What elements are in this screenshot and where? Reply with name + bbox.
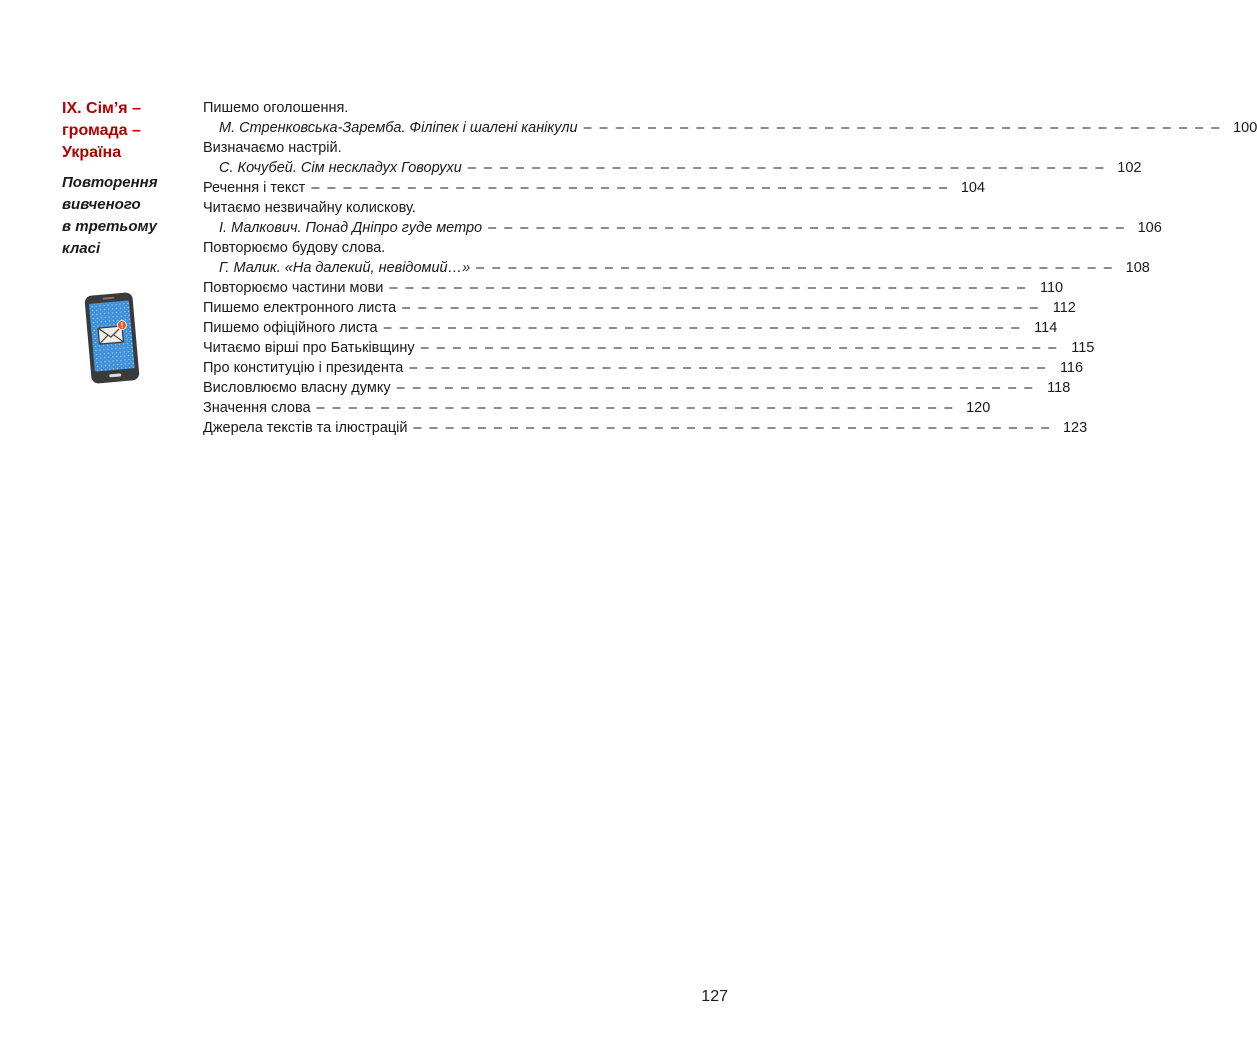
toc-entry <box>203 158 1142 178</box>
toc-page-number: 116 <box>1059 360 1084 376</box>
toc-page-number: 120 <box>966 400 991 416</box>
toc-entry <box>203 318 1058 338</box>
toc-entry <box>203 278 1064 298</box>
toc-dot-leader: – – – – – – – – – – – – – – – – – – – – – – – – – – – – – – – – – – – – – – – – <box>420 340 1059 356</box>
toc-entry-title: Повторюємо частини мови <box>203 280 384 296</box>
toc-page-number: 106 <box>1137 220 1162 236</box>
toc-dot-leader: – – – – – – – – – – – – – – – – – – – – – – – – – – – – – – – – – – – – – – – – <box>488 220 1126 236</box>
toc-heading: Пишемо оголошення. <box>203 100 349 116</box>
section-subtitle-line: класі <box>62 240 101 257</box>
toc-entry <box>203 258 1150 278</box>
section-title <box>62 98 174 164</box>
toc-entry <box>203 378 1071 398</box>
toc-dot-leader: – – – – – – – – – – – – – – – – – – – – – – – – – – – – – – – – – – – – – – – – <box>316 400 955 416</box>
page-number: 127 <box>701 988 728 1005</box>
toc-entry-title: Читаємо вірші про Батьківщину <box>203 340 415 356</box>
toc-dot-leader: – – – – – – – – – – – – – – – – – – – – – – – – – – – – – – – – – – – – – – – – <box>413 420 1052 436</box>
section-title-line: громада – <box>62 122 141 139</box>
toc-dot-leader: – – – – – – – – – – – – – – – – – – – – – – – – – – – – – – – – – – – – – – – – <box>383 320 1022 336</box>
toc-entry-title: Висловлюємо власну думку <box>203 380 391 396</box>
toc-dot-leader: – – – – – – – – – – – – – – – – – – – – – – – – – – – – – – – – – – – – – – – – <box>409 360 1048 376</box>
toc-dot-leader: – – – – – – – – – – – – – – – – – – – – – – – – – – – – – – – – – – – – – – – – <box>583 120 1222 136</box>
toc-dot-leader: – – – – – – – – – – – – – – – – – – – – – – – – – – – – – – – – – – – – – – – – <box>476 260 1114 276</box>
toc-entry <box>203 178 986 198</box>
toc-dot-leader: – – – – – – – – – – – – – – – – – – – – – – – – – – – – – – – – – – – – – – – – <box>396 380 1035 396</box>
toc-page-number: 100 <box>1233 120 1257 136</box>
toc-page-number: 104 <box>960 180 986 196</box>
section-subtitle-line: вивченого <box>62 196 141 213</box>
toc-heading: Повторюємо будову слова. <box>203 240 386 256</box>
toc-page-number: 112 <box>1052 300 1076 316</box>
toc-entry <box>203 118 1257 138</box>
toc-heading: Визначаємо настрій. <box>203 140 342 156</box>
toc-entry-title: Г. Малик. «На далекий, невідомий…» <box>219 260 471 276</box>
section-subtitle-line: Повторення <box>62 174 158 191</box>
toc-entry-title: Джерела текстів та ілюстрацій <box>203 420 408 436</box>
section-title-line: Україна <box>62 144 122 161</box>
toc-page-number: 118 <box>1047 380 1071 396</box>
toc-entry-title: Пишемо офіційного листа <box>203 320 378 336</box>
table-of-contents <box>203 98 1257 438</box>
smartphone-email-icon <box>82 292 142 384</box>
toc-page-number: 114 <box>1034 320 1058 336</box>
section-subtitle-line: в третьому <box>62 218 157 235</box>
toc-entry-title: Речення і текст <box>203 180 306 196</box>
toc-entry <box>203 418 1088 438</box>
toc-entry-title: Про конституцію і президента <box>203 360 404 376</box>
toc-page-number: 108 <box>1125 260 1150 276</box>
toc-entry-title: І. Малкович. Понад Дніпро гуде метро <box>219 220 483 236</box>
toc-entry-title: М. Стренковська-Заремба. Філіпек і шалені канікули <box>219 120 578 136</box>
toc-entry <box>203 218 1162 238</box>
toc-heading: Читаємо незвичайну колискову. <box>203 200 416 216</box>
toc-page-number: 102 <box>1117 160 1142 176</box>
toc-entry <box>203 398 991 418</box>
toc-dot-leader: – – – – – – – – – – – – – – – – – – – – – – – – – – – – – – – – – – – – – – – – <box>311 180 950 196</box>
toc-entry-title: Значення слова <box>203 400 311 416</box>
toc-entry <box>203 358 1084 378</box>
section-title-line: IX. Сім’я – <box>62 100 141 117</box>
toc-entry <box>203 298 1076 318</box>
toc-page-number: 123 <box>1062 420 1088 436</box>
toc-entry-title: Пишемо електронного листа <box>203 300 397 316</box>
toc-dot-leader: – – – – – – – – – – – – – – – – – – – – – – – – – – – – – – – – – – – – – – – – <box>402 300 1040 316</box>
toc-dot-leader: – – – – – – – – – – – – – – – – – – – – – – – – – – – – – – – – – – – – – – – – <box>467 160 1106 176</box>
toc-dot-leader: – – – – – – – – – – – – – – – – – – – – – – – – – – – – – – – – – – – – – – – – <box>389 280 1028 296</box>
toc-entry-title: С. Кочубей. Сім нескладух Говорухи <box>219 160 462 176</box>
section-subtitle <box>62 172 174 260</box>
toc-page-number: 115 <box>1071 340 1095 356</box>
section-sidebar <box>62 98 174 260</box>
toc-page-number: 110 <box>1039 280 1064 296</box>
toc-entry <box>203 338 1095 358</box>
